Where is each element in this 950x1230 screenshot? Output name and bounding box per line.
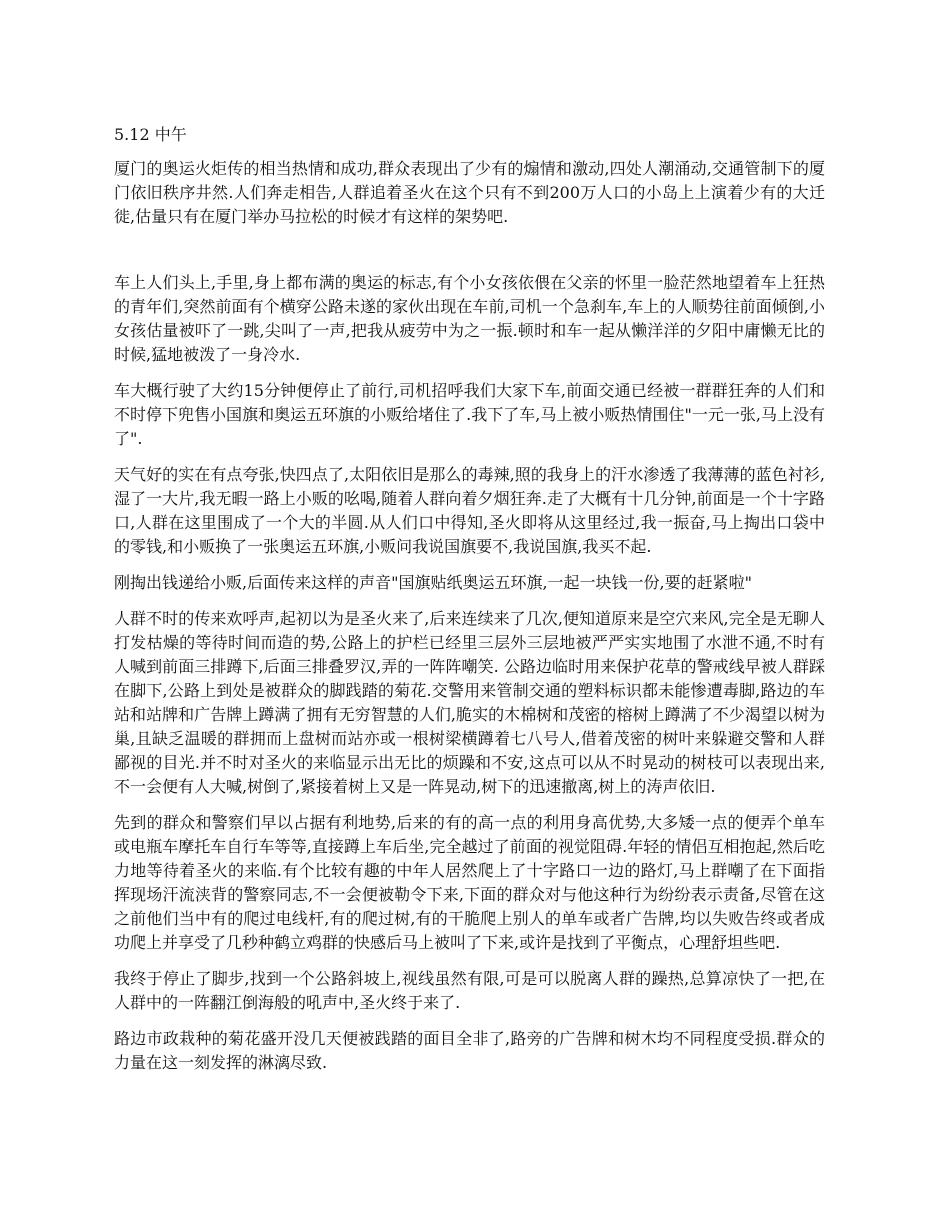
paragraph-8: 我终于停止了脚步,找到一个公路斜坡上,视线虽然有限,可是可以脱离人群的躁热,总算凉快了一把,在人群中的一阵翻江倒海般的吼声中,圣火终于来了. — [114, 969, 825, 1012]
paragraph-3: 车大概行驶了大约15分钟便停止了前行,司机招呼我们大家下车,前面交通已经被一群群狂奔的人们和不时停下兜售小国旗和奥运五环旗的小贩给堵住了.我下了车,马上被小贩热情围住"一元一张,马上没有了". — [114, 381, 825, 448]
document-heading: 5.12 中午 — [114, 125, 187, 144]
paragraph-4: 天气好的实在有点夸张,快四点了,太阳依旧是那么的毒辣,照的我身上的汗水渗透了我薄薄的蓝色衬衫,湿了一大片,我无暇一路上小贩的吆喝,随着人群向着夕烟狂奔.走了大概有十几分钟,前面是一个十字路口,人群在这里围成了一个大的半圆.从人们口中得知,圣火即将从这里经过,我一振奋,马上掏出口袋中的零钱,和小贩换了一张奥运五环旗,小贩问我说国旗要不,我说国旗,我买不起. — [114, 465, 825, 556]
paragraph-1: 厦门的奥运火炬传的相当热情和成功,群众表现出了少有的煽情和激动,四处人潮涌动,交通管制下的厦门依旧秩序井然.人们奔走相告,人群追着圣火在这个只有不到200万人口的小岛上上演着少有的大迁徙,估量只有在厦门举办马拉松的时候才有这样的架势吧. — [114, 159, 825, 226]
paragraph-7: 先到的群众和警察们早以占据有利地势,后来的有的高一点的利用身高优势,大多矮一点的便弄个单车或电瓶车摩托车自行车等等,直接蹲上车后坐,完全越过了前面的视觉阻碍.年轻的情侣互相抱起,然后吃力地等待着圣火的来临.有个比较有趣的中年人居然爬上了十字路口一边的路灯,马上群嘲了在下面指挥现场汗流浃背的警察同志,不一会便被勒令下来,下面的群众对与他这种行为纷纷表示责备,尽管在这之前他们当中有的爬过电线杆,有的爬过树,有的干脆爬上别人的单车或者广告牌,均以失败告终或者成功爬上并享受了几秒种鹤立鸡群的快感后马上被叫了下来,或许是找到了平衡点，心理舒坦些吧. — [114, 813, 825, 952]
paragraph-5: 刚掏出钱递给小贩,后面传来这样的声音"国旗贴纸奥运五环旗,一起一块钱一份,要的赶紧啦" — [114, 573, 752, 592]
paragraph-2: 车上人们头上,手里,身上都布满的奥运的标志,有个小女孩依偎在父亲的怀里一脸茫然地望着车上狂热的青年们,突然前面有个横穿公路未遂的家伙出现在车前,司机一个急刹车,车上的人顺势往前面倾倒,小女孩估量被吓了一跳,尖叫了一声,把我从疲劳中为之一振.顿时和车一起从懒洋洋的夕阳中庸懒无比的时候,猛地被泼了一身冷水. — [114, 273, 825, 364]
paragraph-6: 人群不时的传来欢呼声,起初以为是圣火来了,后来连续来了几次,便知道原来是空穴来风,完全是无聊人打发枯燥的等待时间而造的势,公路上的护栏已经里三层外三层地被严严实实地围了水泄不通,不时有人喊到前面三排蹲下,后面三排叠罗汉,弄的一阵阵嘲笑. 公路边临时用来保护花草的警戒线早被人群踩在脚下,公路上到处是被群众的脚践踏的菊花.交警用来管制交通的塑料标识都未能惨遭毒脚,路边的车站和站牌和广告牌上蹲满了拥有无穷智慧的人们,脆实的木棉树和茂密的榕树上蹲满了不少渴望以树为巢,且缺乏温暖的群拥而上盘树而站亦或一根树梁横蹲着七八号人,借着茂密的树叶来躲避交警和人群鄙视的目光.并不时对圣火的来临显示出无比的烦躁和不安,这点可以从不时晃动的树枝可以表现出来,不一会便有人大喊,树倒了,紧接着树上又是一阵晃动,树下的迅速撤离,树上的涛声依旧. — [114, 609, 825, 796]
paragraph-9: 路边市政栽种的菊花盛开没几天便被践踏的面目全非了,路旁的广告牌和树木均不同程度受损.群众的力量在这一刻发挥的淋漓尽致. — [114, 1029, 825, 1072]
